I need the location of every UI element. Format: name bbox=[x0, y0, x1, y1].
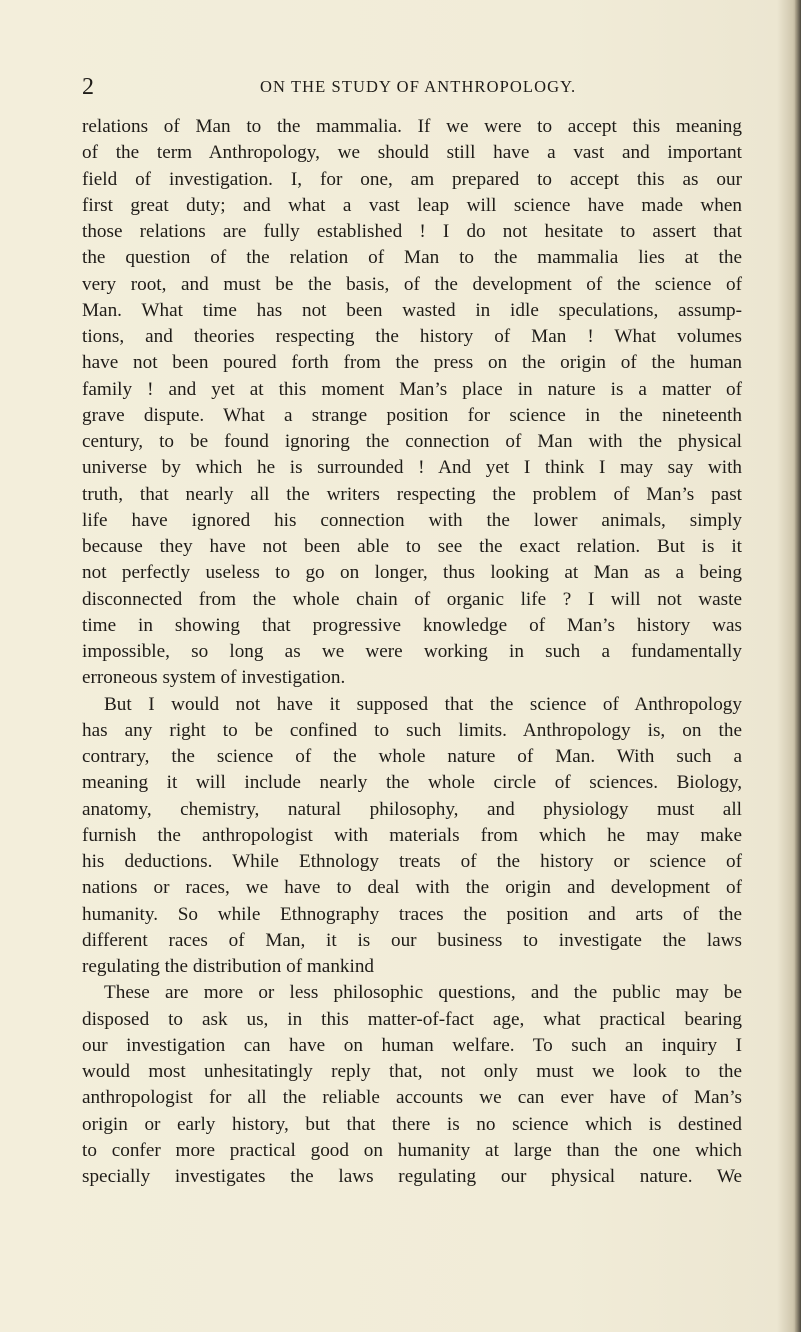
text-line: has any right to be confined to such limits. Anthropology is, on the bbox=[82, 719, 742, 741]
text-line: relations of Man to the mammalia. If we were to accept this meaning bbox=[82, 116, 742, 137]
page-edge bbox=[795, 0, 801, 1332]
text-line: our investigation can have on human welfare. To such an inquiry I bbox=[82, 1034, 742, 1056]
text-line: humanity. So while Ethnography traces the position and arts of the bbox=[82, 903, 742, 925]
text-line: universe by which he is surrounded ! And yet I think I may say with bbox=[82, 457, 742, 479]
text-line: to confer more practical good on humanity at large than the one which bbox=[82, 1139, 742, 1161]
text-line: anatomy, chemistry, natural philosophy, and physiology must all bbox=[82, 798, 742, 820]
text-line: of the term Anthropology, we should still have a vast and important bbox=[82, 142, 742, 164]
text-line: disposed to ask us, in this matter-of-fact age, what practical bearing bbox=[82, 1008, 742, 1030]
text-line: nations or races, we have to deal with the origin and development of bbox=[82, 877, 742, 899]
text-line: impossible, so long as we were working in such a fundamentally bbox=[82, 641, 742, 662]
page-number: 2 bbox=[82, 74, 94, 100]
text-line: have not been poured forth from the press on the origin of the human bbox=[82, 352, 742, 374]
text-line: not perfectly useless to go on longer, thus looking at Man as a being bbox=[82, 562, 742, 584]
text-line: These are more or less philosophic questions, and the public may be bbox=[104, 982, 742, 1004]
text-line: meaning it will include nearly the whole circle of sciences. Biology, bbox=[82, 772, 742, 794]
text-line: century, to be found ignoring the connection of Man with the physical bbox=[82, 431, 742, 452]
text-line: time in showing that progressive knowledge of Man’s history was bbox=[82, 614, 742, 636]
text-line: those relations are fully established ! I do not hesitate to assert that bbox=[82, 221, 742, 242]
text-line: truth, that nearly all the writers respecting the problem of Man’s past bbox=[82, 483, 742, 505]
text-line: different races of Man, it is our business to investigate the laws bbox=[82, 929, 742, 951]
text-line: life have ignored his connection with the lower animals, simply bbox=[82, 509, 742, 531]
text-line: contrary, the science of the whole nature of Man. With such a bbox=[82, 746, 742, 767]
body-text bbox=[82, 114, 742, 1190]
text-line: origin or early history, but that there is no science which is destined bbox=[82, 1113, 742, 1135]
text-line: because they have not been able to see the exact relation. But is it bbox=[82, 536, 742, 557]
text-line: very root, and must be the basis, of the development of the science of bbox=[82, 273, 742, 295]
text-line: would most unhesitatingly reply that, not only must we look to the bbox=[82, 1061, 742, 1082]
page-header bbox=[82, 74, 742, 100]
text-line: erroneous system of investigation. bbox=[82, 667, 346, 689]
text-line: his deductions. While Ethnology treats of the history or science of bbox=[82, 851, 742, 872]
text-line: anthropologist for all the reliable accounts we can ever have of Man’s bbox=[82, 1087, 742, 1109]
text-line: disconnected from the whole chain of organic life ? I will not waste bbox=[82, 588, 742, 610]
text-line: first great duty; and what a vast leap will science have made when bbox=[82, 194, 742, 216]
text-line: regulating the distribution of mankind bbox=[82, 956, 375, 977]
text-line: the question of the relation of Man to the mammalia lies at the bbox=[82, 247, 742, 269]
text-line: tions, and theories respecting the history of Man ! What volumes bbox=[82, 326, 742, 347]
text-line: furnish the anthropologist with materials from which he may make bbox=[82, 824, 742, 846]
text-line: family ! and yet at this moment Man’s place in nature is a matter of bbox=[82, 378, 742, 400]
text-line: grave dispute. What a strange position for science in the nineteenth bbox=[82, 404, 742, 426]
text-line: field of investigation. I, for one, am prepared to accept this as our bbox=[82, 168, 742, 190]
text-line: specially investigates the laws regulating our physical nature. We bbox=[82, 1166, 742, 1187]
text-line: Man. What time has not been wasted in idle speculations, assump- bbox=[82, 299, 742, 321]
text-line: But I would not have it supposed that the science of Anthropology bbox=[104, 693, 742, 715]
running-head: ON THE STUDY OF ANTHROPOLOGY. bbox=[260, 77, 577, 96]
